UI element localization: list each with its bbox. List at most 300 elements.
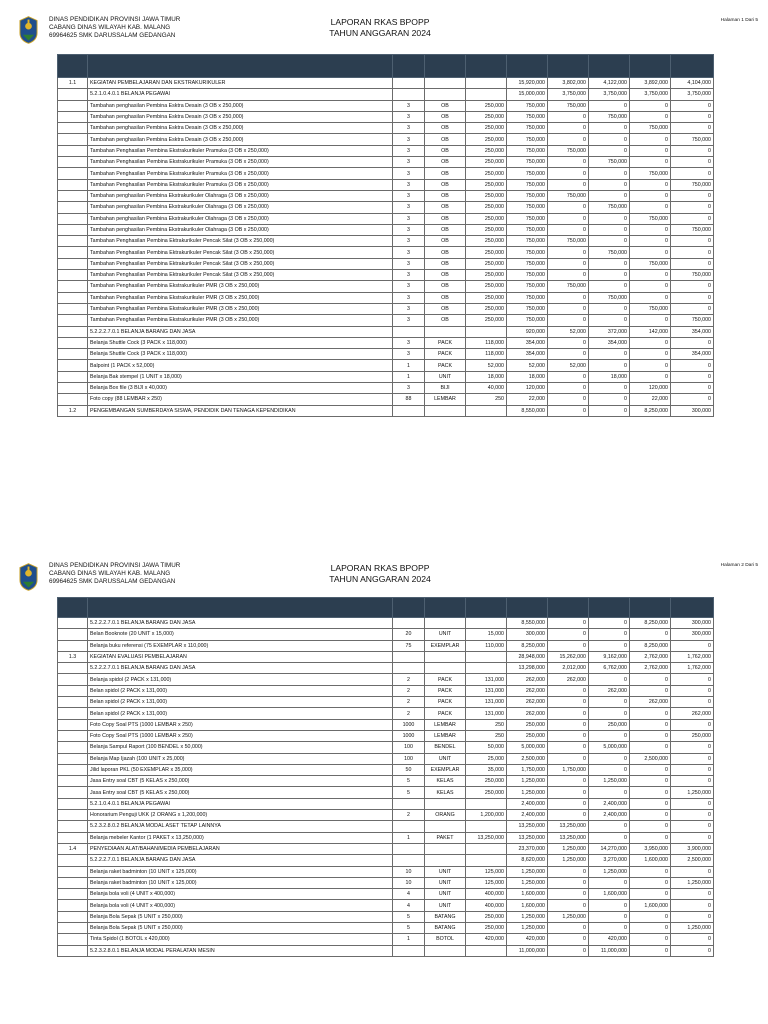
cell-volume: 2 xyxy=(393,708,425,719)
east-java-emblem-logo xyxy=(19,15,38,45)
table-row xyxy=(58,810,714,821)
cell-tw4: 0 xyxy=(671,776,714,787)
cell-tw4: 0 xyxy=(671,810,714,821)
cell-no xyxy=(58,911,88,922)
cell-volume: 1 xyxy=(393,934,425,945)
cell-tw2: 0 xyxy=(589,236,630,247)
table-row xyxy=(58,292,714,303)
cell-description: Tambahan Penghasilan Pembina Ekstrakurikuler Pramuka (3 OB x 250,000) xyxy=(88,157,393,168)
table-row xyxy=(58,315,714,326)
east-java-emblem-logo xyxy=(19,562,38,592)
cell-volume xyxy=(393,326,425,337)
cell-tw3: 0 xyxy=(630,629,671,640)
cell-tw3: 0 xyxy=(630,787,671,798)
table-row xyxy=(58,945,714,956)
table-row xyxy=(58,640,714,651)
cell-total: 750,000 xyxy=(507,292,548,303)
cell-tw1: 0 xyxy=(548,371,589,382)
cell-tw4: 0 xyxy=(671,719,714,730)
cell-volume: 3 xyxy=(393,213,425,224)
cell-tw3: 0 xyxy=(630,708,671,719)
table-row xyxy=(58,405,714,416)
cell-volume: 3 xyxy=(393,179,425,190)
cell-volume: 2 xyxy=(393,685,425,696)
cell-total: 750,000 xyxy=(507,303,548,314)
cell-total: 750,000 xyxy=(507,145,548,156)
cell-tw3: 0 xyxy=(630,292,671,303)
cell-tw2: 420,000 xyxy=(589,934,630,945)
cell-tw2: 1,250,000 xyxy=(589,866,630,877)
cell-tw4: 0 xyxy=(671,889,714,900)
cell-no: 1.2 xyxy=(58,405,88,416)
cell-description: Tambahan Penghasilan Pembina Ekstrakurikuler PMR (3 OB x 250,000) xyxy=(88,315,393,326)
cell-description: Tambahan Penghasilan Pembina Ektrakurikuler Pencak Silat (3 OB x 250,000) xyxy=(88,270,393,281)
cell-tw4: 0 xyxy=(671,123,714,134)
cell-no xyxy=(58,360,88,371)
table-row xyxy=(58,753,714,764)
cell-tw2: 0 xyxy=(589,315,630,326)
cell-unit: PACK xyxy=(425,674,466,685)
cell-volume xyxy=(393,78,425,89)
table-row xyxy=(58,383,714,394)
cell-unit: ORANG xyxy=(425,810,466,821)
cell-unit-price: 250,000 xyxy=(466,270,507,281)
cell-volume: 1 xyxy=(393,832,425,843)
cell-tw2: 0 xyxy=(589,213,630,224)
cell-total: 750,000 xyxy=(507,236,548,247)
cell-tw2: 0 xyxy=(589,383,630,394)
cell-no: 1.3 xyxy=(58,651,88,662)
cell-total: 1,750,000 xyxy=(507,764,548,775)
cell-total: 262,000 xyxy=(507,697,548,708)
cell-total: 750,000 xyxy=(507,179,548,190)
page-number: Halaman 2 Dari 5 xyxy=(720,563,758,568)
report-title-line-1: LAPORAN RKAS BPOPP xyxy=(330,17,430,27)
table-row xyxy=(58,270,714,281)
cell-total: 750,000 xyxy=(507,270,548,281)
cell-no xyxy=(58,202,88,213)
cell-unit-price: 25,000 xyxy=(466,753,507,764)
cell-unit xyxy=(425,798,466,809)
cell-description: Belan Booknote (20 UNIT x 15,000) xyxy=(88,629,393,640)
cell-description: Tambahan penghasilan Pembina Esktra Desain (3 OB x 250,000) xyxy=(88,134,393,145)
cell-unit: LEMBAR xyxy=(425,719,466,730)
cell-total: 262,000 xyxy=(507,685,548,696)
cell-tw2: 2,400,000 xyxy=(589,810,630,821)
table-row xyxy=(58,157,714,168)
cell-no xyxy=(58,145,88,156)
cell-no xyxy=(58,224,88,235)
table-row xyxy=(58,190,714,201)
cell-total: 750,000 xyxy=(507,247,548,258)
cell-unit xyxy=(425,326,466,337)
cell-tw1: 0 xyxy=(548,213,589,224)
cell-unit-price xyxy=(466,78,507,89)
cell-tw2: 5,000,000 xyxy=(589,742,630,753)
cell-tw4: 0 xyxy=(671,945,714,956)
cell-description: Tambahan Penghasilan Pembina Ektrakurikuler Pencak Silat (3 OB x 250,000) xyxy=(88,258,393,269)
cell-total: 2,400,000 xyxy=(507,810,548,821)
cell-unit: OB xyxy=(425,157,466,168)
cell-unit: OB xyxy=(425,247,466,258)
cell-tw3: 0 xyxy=(630,157,671,168)
cell-tw3: 0 xyxy=(630,821,671,832)
cell-unit: BATANG xyxy=(425,911,466,922)
cell-unit: UNIT xyxy=(425,371,466,382)
cell-unit-price: 250,000 xyxy=(466,315,507,326)
cell-total: 11,000,000 xyxy=(507,945,548,956)
cell-tw2: 2,400,000 xyxy=(589,798,630,809)
table-row xyxy=(58,787,714,798)
cell-unit: UNIT xyxy=(425,889,466,900)
cell-unit: OB xyxy=(425,315,466,326)
cell-total: 750,000 xyxy=(507,111,548,122)
cell-unit-price: 125,000 xyxy=(466,877,507,888)
cell-tw1: 0 xyxy=(548,315,589,326)
cell-tw2: 750,000 xyxy=(589,202,630,213)
cell-tw1: 0 xyxy=(548,111,589,122)
cell-description: Belanja buku referensi (75 EXEMPLAR x 110,000) xyxy=(88,640,393,651)
cell-tw3: 0 xyxy=(630,134,671,145)
cell-description: Belanja mebeler Kantor (1 PAKET x 13,250,000) xyxy=(88,832,393,843)
cell-unit xyxy=(425,855,466,866)
cell-tw1: 0 xyxy=(548,719,589,730)
cell-description: Belan spidol (2 PACK x 131,000) xyxy=(88,708,393,719)
cell-tw2: 11,000,000 xyxy=(589,945,630,956)
cell-tw3: 2,500,000 xyxy=(630,753,671,764)
table-row xyxy=(58,911,714,922)
cell-tw2: 0 xyxy=(589,258,630,269)
cell-description: Belanja Map Ijazah (100 UNIT x 25,000) xyxy=(88,753,393,764)
cell-tw3: 0 xyxy=(630,315,671,326)
cell-description: Belanja Bak stempel (1 UNIT x 18,000) xyxy=(88,371,393,382)
cell-tw2: 750,000 xyxy=(589,247,630,258)
cell-unit: LEMBAR xyxy=(425,730,466,741)
cell-tw4: 0 xyxy=(671,371,714,382)
cell-description: 5.2.2.2.7.0.1 BELANJA BARANG DAN JASA xyxy=(88,855,393,866)
cell-tw2: 0 xyxy=(589,179,630,190)
cell-tw1: 0 xyxy=(548,934,589,945)
cell-tw3: 22,000 xyxy=(630,394,671,405)
cell-unit-price: 50,000 xyxy=(466,742,507,753)
cell-unit-price: 250,000 xyxy=(466,911,507,922)
cell-tw1: 0 xyxy=(548,247,589,258)
cell-tw4: 0 xyxy=(671,934,714,945)
cell-unit-price: 250,000 xyxy=(466,281,507,292)
cell-total: 750,000 xyxy=(507,202,548,213)
cell-tw1: 0 xyxy=(548,923,589,934)
cell-tw4: 0 xyxy=(671,697,714,708)
table-row xyxy=(58,349,714,360)
cell-volume: 100 xyxy=(393,753,425,764)
report-title xyxy=(300,17,460,38)
cell-tw2: 0 xyxy=(589,821,630,832)
cell-tw4: 300,000 xyxy=(671,629,714,640)
report-title-line-1: LAPORAN RKAS BPOPP xyxy=(330,563,430,573)
cell-unit-price: 131,000 xyxy=(466,697,507,708)
cell-description: Belanja raket badminton (10 UNIT x 125,000) xyxy=(88,877,393,888)
cell-tw2: 0 xyxy=(589,224,630,235)
cell-no xyxy=(58,157,88,168)
cell-tw1: 750,000 xyxy=(548,281,589,292)
table-row xyxy=(58,866,714,877)
cell-tw1: 13,250,000 xyxy=(548,821,589,832)
cell-tw1: 52,000 xyxy=(548,326,589,337)
cell-tw3: 2,762,000 xyxy=(630,663,671,674)
cell-unit-price: 250,000 xyxy=(466,236,507,247)
cell-tw1: 1,750,000 xyxy=(548,764,589,775)
cell-volume: 4 xyxy=(393,889,425,900)
cell-tw1: 0 xyxy=(548,270,589,281)
cell-tw2: 3,270,000 xyxy=(589,855,630,866)
cell-tw3: 0 xyxy=(630,360,671,371)
cell-tw4: 262,000 xyxy=(671,708,714,719)
cell-unit: EXEMPLAR xyxy=(425,764,466,775)
cell-tw3: 0 xyxy=(630,719,671,730)
cell-description: Tinta Spidol (1 BOTOL x 420,000) xyxy=(88,934,393,945)
cell-total: 300,000 xyxy=(507,629,548,640)
page-number: Halaman 1 Dari 5 xyxy=(720,18,758,23)
cell-tw2: 0 xyxy=(589,270,630,281)
cell-tw2: 0 xyxy=(589,145,630,156)
cell-unit xyxy=(425,821,466,832)
cell-tw4: 0 xyxy=(671,213,714,224)
cell-description: Tambahan Penghasilan Pembina Ekstrakurikuler Pramuka (3 OB x 250,000) xyxy=(88,168,393,179)
cell-tw4: 0 xyxy=(671,157,714,168)
institution-header xyxy=(49,16,180,40)
cell-volume: 4 xyxy=(393,900,425,911)
cell-description: Belanja Sampul Raport (100 BENDEL x 50,000) xyxy=(88,742,393,753)
cell-no xyxy=(58,383,88,394)
cell-unit: OB xyxy=(425,236,466,247)
cell-total: 52,000 xyxy=(507,360,548,371)
cell-unit: OB xyxy=(425,100,466,111)
cell-no xyxy=(58,776,88,787)
cell-volume: 3 xyxy=(393,281,425,292)
table-row xyxy=(58,889,714,900)
cell-unit: PAKET xyxy=(425,832,466,843)
table-row xyxy=(58,764,714,775)
cell-description: Tambahan Penghasilan Pembina Ektrakurikuler Pencak Silat (3 OB x 250,000) xyxy=(88,236,393,247)
table-row xyxy=(58,719,714,730)
cell-tw3: 3,750,000 xyxy=(630,89,671,100)
cell-tw2: 262,000 xyxy=(589,685,630,696)
cell-total: 750,000 xyxy=(507,168,548,179)
cell-unit-price xyxy=(466,405,507,416)
cell-tw3: 8,250,000 xyxy=(630,640,671,651)
cell-total: 8,550,000 xyxy=(507,405,548,416)
cell-description: Tambahan Penghasilan Pembina Ektrakurikuler Pencak Silat (3 OB x 250,000) xyxy=(88,247,393,258)
cell-volume: 3 xyxy=(393,349,425,360)
cell-tw1: 0 xyxy=(548,708,589,719)
cell-tw3: 0 xyxy=(630,281,671,292)
cell-unit-price: 420,000 xyxy=(466,934,507,945)
cell-tw4: 0 xyxy=(671,674,714,685)
cell-description: 5.2.1.0.4.0.1 BELANJA PEGAWAI xyxy=(88,89,393,100)
cell-tw4: 0 xyxy=(671,753,714,764)
cell-unit xyxy=(425,618,466,629)
cell-volume: 3 xyxy=(393,236,425,247)
cell-no xyxy=(58,697,88,708)
cell-tw1: 0 xyxy=(548,685,589,696)
cell-no xyxy=(58,945,88,956)
cell-unit xyxy=(425,89,466,100)
cell-tw4: 0 xyxy=(671,190,714,201)
cell-description: Foto copy (88 LEMBAR x 250) xyxy=(88,394,393,405)
table-row xyxy=(58,821,714,832)
cell-description: Honorarium Penguji UKK (2 ORANG x 1,200,000) xyxy=(88,810,393,821)
cell-tw2: 0 xyxy=(589,708,630,719)
cell-unit: EXEMPLAR xyxy=(425,640,466,651)
table-row xyxy=(58,697,714,708)
cell-volume: 5 xyxy=(393,787,425,798)
cell-tw3: 0 xyxy=(630,202,671,213)
cell-tw3: 0 xyxy=(630,776,671,787)
cell-description: Tambahan penghasilan Pembina Ekstrakurikuler Olahraga (3 OB x 250,000) xyxy=(88,224,393,235)
cell-unit-price: 131,000 xyxy=(466,674,507,685)
report-title-line-2: TAHUN ANGGARAN 2024 xyxy=(329,573,431,584)
cell-tw3: 8,250,000 xyxy=(630,405,671,416)
cell-tw2: 0 xyxy=(589,764,630,775)
cell-tw1: 0 xyxy=(548,157,589,168)
cell-volume: 3 xyxy=(393,157,425,168)
cell-total: 1,250,000 xyxy=(507,787,548,798)
cell-total: 262,000 xyxy=(507,674,548,685)
cell-description: Foto Copy Soal PTS (1000 LEMBAR x 250) xyxy=(88,730,393,741)
cell-unit-price: 1,200,000 xyxy=(466,810,507,821)
table-row xyxy=(58,337,714,348)
cell-tw3: 0 xyxy=(630,349,671,360)
cell-unit-price xyxy=(466,651,507,662)
cell-volume: 10 xyxy=(393,877,425,888)
cell-unit-price xyxy=(466,89,507,100)
cell-tw2: 0 xyxy=(589,877,630,888)
cell-volume: 1 xyxy=(393,371,425,382)
cell-unit: UNIT xyxy=(425,629,466,640)
table-row xyxy=(58,236,714,247)
table-row xyxy=(58,708,714,719)
cell-volume xyxy=(393,405,425,416)
table-row xyxy=(58,843,714,854)
cell-no xyxy=(58,663,88,674)
cell-description: Tambahan penghasilan Pembina Esktra Desain (3 OB x 250,000) xyxy=(88,100,393,111)
cell-tw1: 3,802,000 xyxy=(548,78,589,89)
cell-tw4: 1,250,000 xyxy=(671,923,714,934)
table-row xyxy=(58,629,714,640)
cell-unit: UNIT xyxy=(425,877,466,888)
cell-unit: OB xyxy=(425,213,466,224)
cell-tw2: 0 xyxy=(589,629,630,640)
cell-total: 1,250,000 xyxy=(507,911,548,922)
cell-no xyxy=(58,337,88,348)
cell-tw3: 0 xyxy=(630,866,671,877)
rkas-table xyxy=(57,54,714,417)
cell-description: Tambahan penghasilan Pembina Ekstrakurikuler Olahraga (3 OB x 250,000) xyxy=(88,202,393,213)
cell-no xyxy=(58,100,88,111)
cell-description: Belanja bola voli (4 UNIT x 400,000) xyxy=(88,889,393,900)
cell-description: Belanja Shuttle Cock (3 PACK x 118,000) xyxy=(88,349,393,360)
table-row xyxy=(58,877,714,888)
cell-unit-price: 250,000 xyxy=(466,923,507,934)
cell-total: 15,000,000 xyxy=(507,89,548,100)
cell-description: Tambahan penghasilan Pembina Esktra Desain (3 OB x 250,000) xyxy=(88,111,393,122)
cell-tw4: 0 xyxy=(671,247,714,258)
cell-description: 5.2.3.2.8.0.2 BELANJA MODAL ASET TETAP LAINNYA xyxy=(88,821,393,832)
cell-volume xyxy=(393,843,425,854)
cell-volume: 2 xyxy=(393,674,425,685)
cell-no xyxy=(58,877,88,888)
table-body xyxy=(58,78,714,417)
cell-tw4: 3,750,000 xyxy=(671,89,714,100)
cell-no xyxy=(58,900,88,911)
cell-unit: KELAS xyxy=(425,787,466,798)
table-row xyxy=(58,730,714,741)
cell-tw4: 0 xyxy=(671,685,714,696)
cell-tw3: 0 xyxy=(630,270,671,281)
cell-tw3: 750,000 xyxy=(630,213,671,224)
cell-unit: OB xyxy=(425,111,466,122)
cell-total: 354,000 xyxy=(507,349,548,360)
cell-tw1: 0 xyxy=(548,798,589,809)
cell-unit-price: 400,000 xyxy=(466,900,507,911)
cell-tw4: 0 xyxy=(671,742,714,753)
cell-tw1: 0 xyxy=(548,303,589,314)
cell-no xyxy=(58,111,88,122)
table-row xyxy=(58,934,714,945)
cell-unit xyxy=(425,663,466,674)
cell-tw1: 0 xyxy=(548,697,589,708)
cell-tw2: 0 xyxy=(589,640,630,651)
cell-volume: 20 xyxy=(393,629,425,640)
table-row xyxy=(58,855,714,866)
cell-no xyxy=(58,866,88,877)
table-row xyxy=(58,798,714,809)
cell-no xyxy=(58,685,88,696)
cell-description: Belanja spidol (2 PACK x 131,000) xyxy=(88,674,393,685)
cell-no xyxy=(58,719,88,730)
cell-description: Balpoint (1 PACK x 52,000) xyxy=(88,360,393,371)
cell-volume xyxy=(393,89,425,100)
cell-tw1: 0 xyxy=(548,900,589,911)
cell-tw3: 1,600,000 xyxy=(630,900,671,911)
cell-tw3: 3,950,000 xyxy=(630,843,671,854)
cell-unit: UNIT xyxy=(425,866,466,877)
cell-volume: 3 xyxy=(393,247,425,258)
cell-tw1: 0 xyxy=(548,258,589,269)
cell-description: PENYEDIAAN ALAT/BAHAN/MEDIA PEMBELAJARAN xyxy=(88,843,393,854)
cell-volume: 3 xyxy=(393,168,425,179)
cell-unit-price xyxy=(466,663,507,674)
cell-tw1: 262,000 xyxy=(548,674,589,685)
cell-tw4: 300,000 xyxy=(671,618,714,629)
cell-unit-price xyxy=(466,821,507,832)
table-row xyxy=(58,78,714,89)
cell-total: 8,250,000 xyxy=(507,640,548,651)
cell-tw2: 750,000 xyxy=(589,157,630,168)
cell-unit xyxy=(425,843,466,854)
cell-tw1: 0 xyxy=(548,179,589,190)
table-row xyxy=(58,371,714,382)
cell-unit: OB xyxy=(425,258,466,269)
cell-tw4: 0 xyxy=(671,292,714,303)
cell-unit: OB xyxy=(425,303,466,314)
cell-tw3: 0 xyxy=(630,111,671,122)
cell-unit-price: 18,000 xyxy=(466,371,507,382)
cell-tw2: 14,270,000 xyxy=(589,843,630,854)
cell-total: 23,370,000 xyxy=(507,843,548,854)
cell-tw2: 0 xyxy=(589,405,630,416)
cell-no xyxy=(58,247,88,258)
